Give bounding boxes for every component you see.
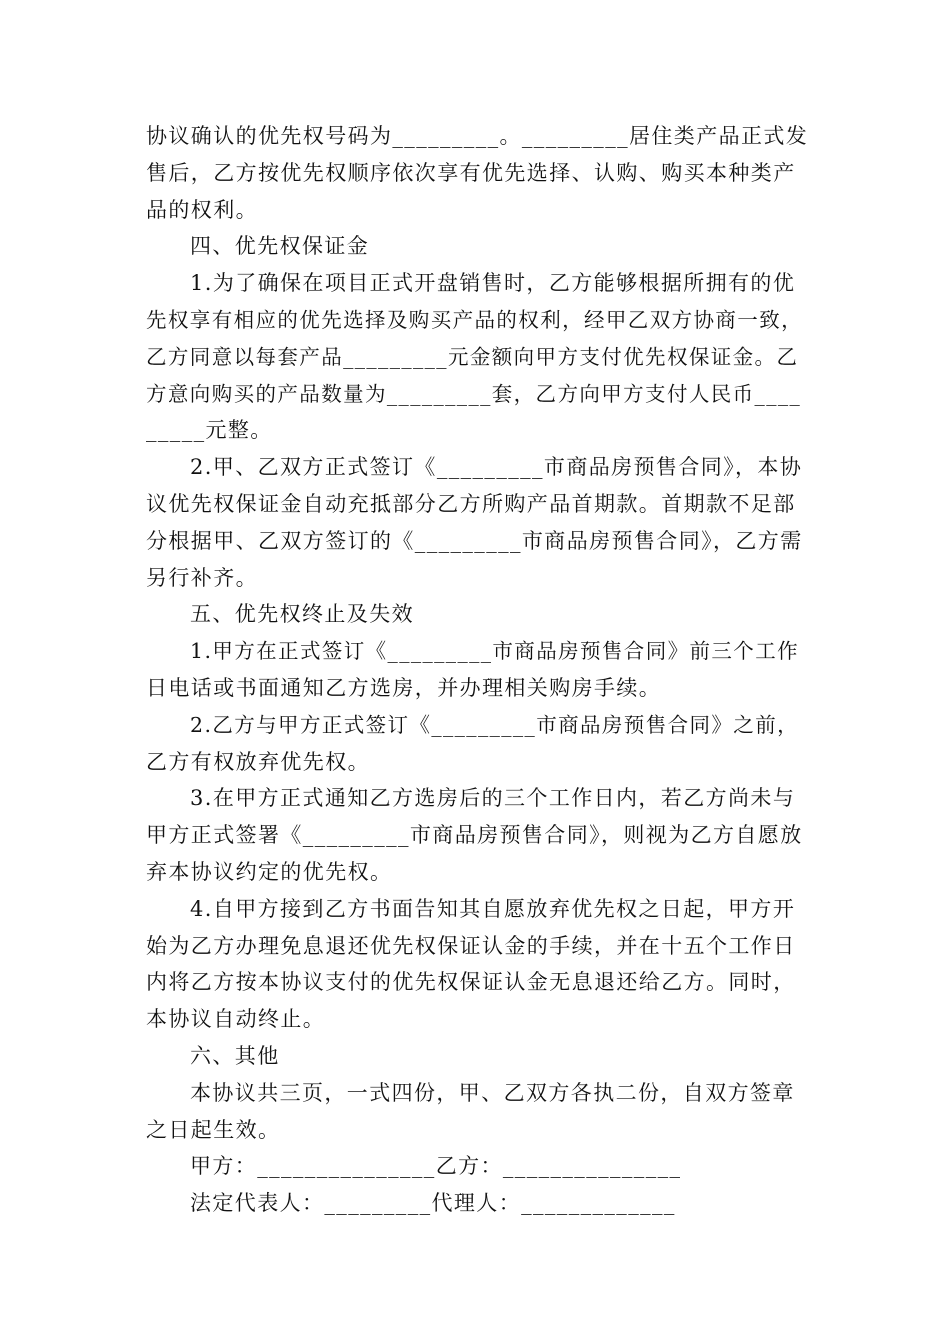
text-line: 弃本协议约定的优先权。	[146, 859, 393, 884]
text-line: 1.为了确保在项目正式开盘销售时，乙方能够根据所拥有的优	[190, 271, 796, 296]
text-line: 2.乙方与甲方正式签订《_________市商品房预售合同》之前，	[190, 712, 800, 737]
text-line: 分根据甲、乙双方签订的《_________市商品房预售合同》，乙方需	[146, 528, 803, 553]
text-line: 1.甲方在正式签订《_________市商品房预售合同》前三个工作	[190, 639, 800, 664]
text-line: 另行补齐。	[146, 565, 258, 590]
text-line: 先权享有相应的优先选择及购买产品的权利，经甲乙双方协商一致，	[146, 307, 803, 332]
text-line: 议优先权保证金自动充抵部分乙方所购产品首期款。首期款不足部	[146, 491, 796, 516]
text-line: 品的权利。	[146, 197, 258, 222]
text-line: 乙方同意以每套产品_________元金额向甲方支付优先权保证金。乙	[146, 344, 799, 369]
text-line: 甲方正式签署《_________市商品房预售合同》，则视为乙方自愿放	[146, 823, 803, 848]
section-heading: 五、优先权终止及失效	[190, 602, 414, 627]
text-line: 方意向购买的产品数量为_________套，乙方向甲方支付人民币____	[146, 381, 802, 406]
text-line: 3.在甲方正式通知乙方选房后的三个工作日内，若乙方尚未与	[190, 786, 796, 811]
text-line: 售后，乙方按优先权顺序依次享有优先选择、认购、购买本种类产	[146, 160, 796, 185]
text-line: 2.甲、乙双方正式签订《_________市商品房预售合同》，本协	[190, 455, 803, 480]
text-line: 4.自甲方接到乙方书面告知其自愿放弃优先权之日起，甲方开	[190, 896, 796, 921]
text-line: 协议确认的优先权号码为_________。_________居住类产品正式发	[146, 124, 809, 148]
signature-line-parties: 甲方：_______________乙方：_______________	[190, 1154, 682, 1179]
document-page	[146, 118, 808, 1222]
text-line: _____元整。	[146, 418, 273, 443]
text-line: 之日起生效。	[146, 1117, 281, 1142]
text-line: 本协议共三页，一式四份，甲、乙双方各执二份，自双方签章	[190, 1080, 795, 1105]
section-heading: 四、优先权保证金	[190, 234, 370, 259]
text-line: 日电话或书面通知乙方选房，并办理相关购房手续。	[146, 675, 662, 700]
section-heading: 六、其他	[190, 1043, 280, 1068]
signature-line-representatives: 法定代表人：_________代理人：_____________	[190, 1191, 676, 1216]
text-line: 始为乙方办理免息退还优先权保证认金的手续，并在十五个工作日	[146, 933, 796, 958]
text-line: 内将乙方按本协议支付的优先权保证认金无息退还给乙方。同时，	[146, 970, 796, 995]
text-line: 乙方有权放弃优先权。	[146, 749, 370, 774]
text-line: 本协议自动终止。	[146, 1007, 326, 1032]
